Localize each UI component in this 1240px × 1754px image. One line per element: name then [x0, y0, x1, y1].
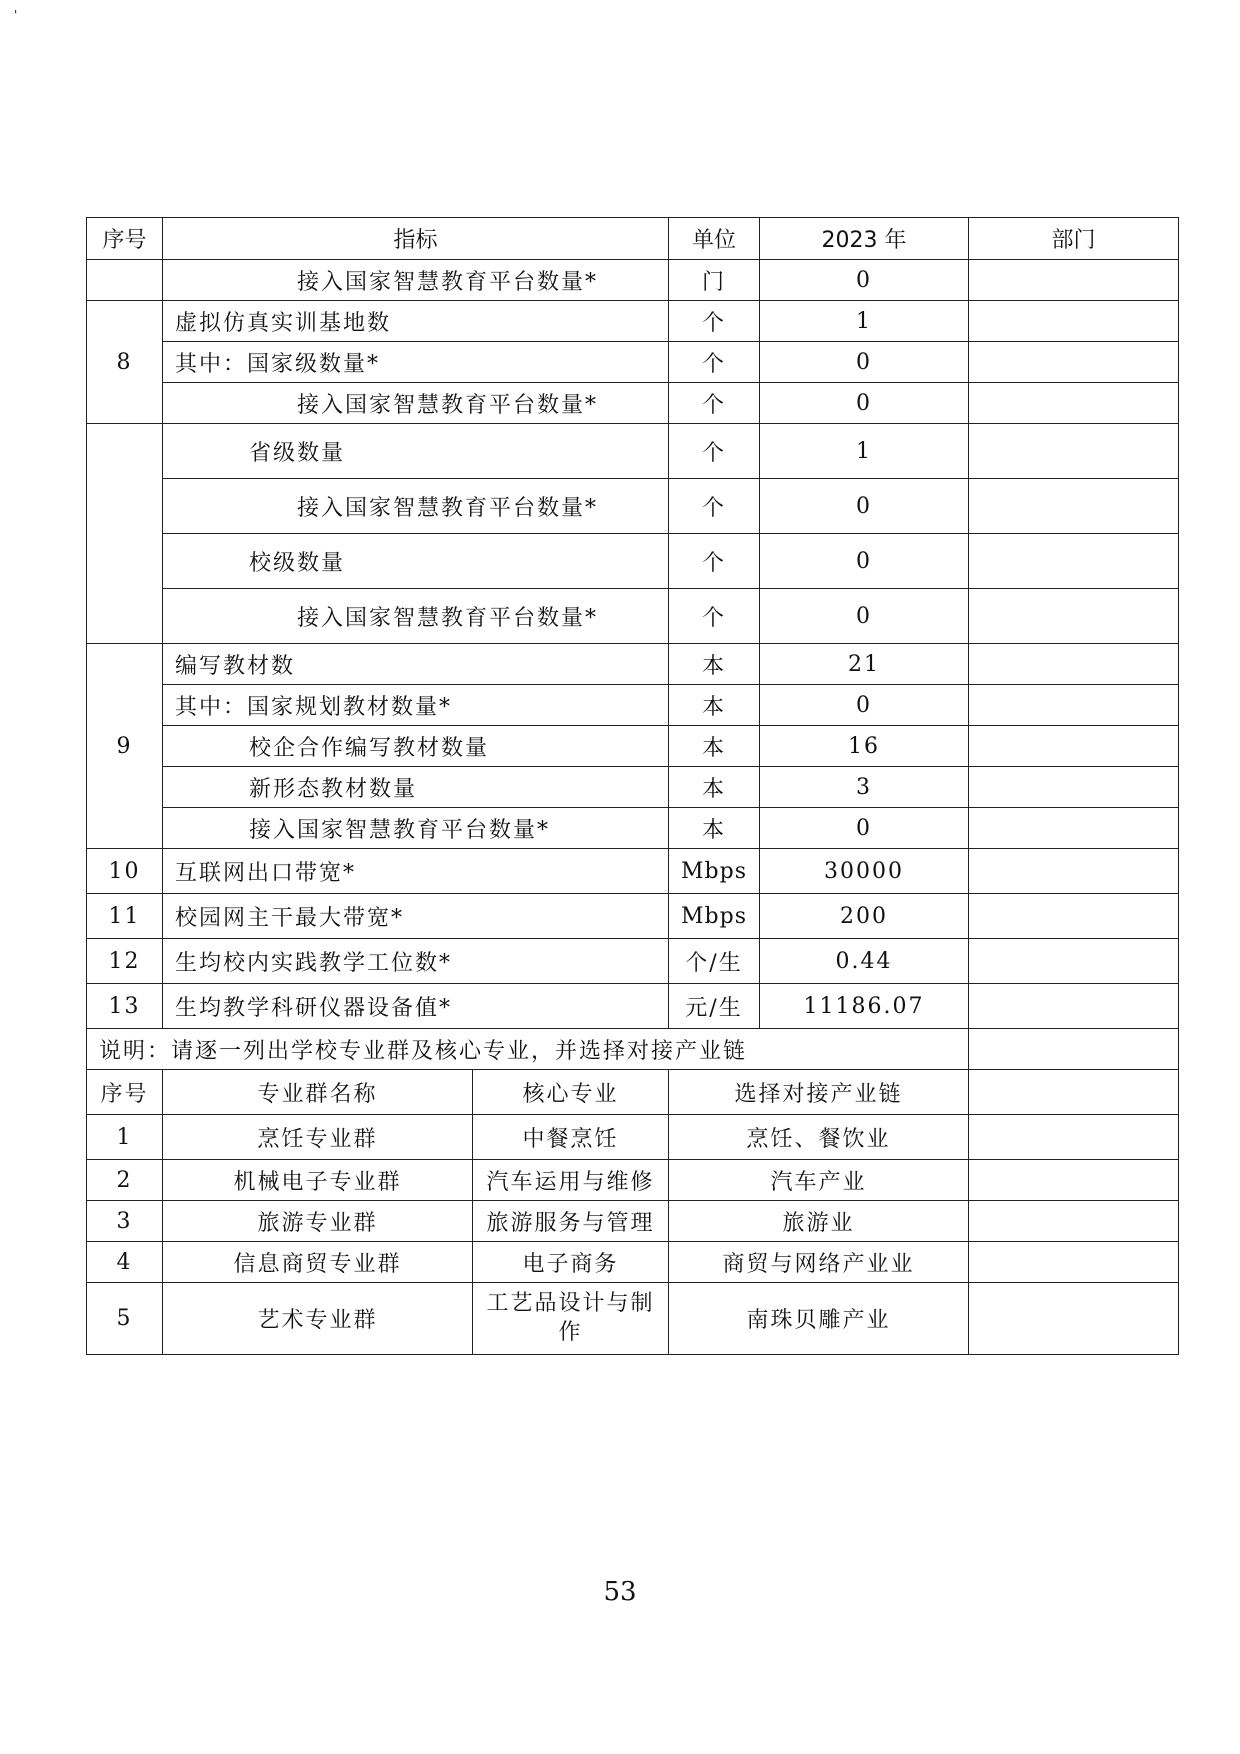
unit-cell: 本: [669, 644, 760, 685]
unit-cell: 个: [669, 479, 760, 534]
indicator-label: 其中：国家规划教材数量*: [163, 685, 669, 726]
unit-cell: Mbps: [669, 849, 760, 894]
value-cell: 0: [760, 685, 969, 726]
unit-cell: 门: [669, 260, 760, 301]
value-cell: 200: [760, 894, 969, 939]
seq-cell-empty: [87, 260, 163, 301]
seq-cell: 12: [87, 939, 163, 984]
header-dept: 部门: [969, 218, 1179, 260]
dept-cell: [969, 1115, 1179, 1160]
unit-cell: 个: [669, 342, 760, 383]
value-cell: 11186.07: [760, 984, 969, 1029]
group-row: [87, 1160, 1179, 1201]
value-cell: 0: [760, 260, 969, 301]
dept-cell: [969, 849, 1179, 894]
table-row: [87, 808, 1179, 849]
dept-cell: [969, 685, 1179, 726]
table-header-row: [87, 218, 1179, 260]
dept-cell: [969, 260, 1179, 301]
group-row: [87, 1242, 1179, 1283]
group-core: 工艺品设计与制作: [473, 1283, 669, 1355]
dept-cell: [969, 589, 1179, 644]
dept-cell: [969, 479, 1179, 534]
unit-cell: 个: [669, 383, 760, 424]
seq-cell: 8: [87, 301, 163, 424]
header-unit: 单位: [669, 218, 760, 260]
group-seq: 5: [87, 1283, 163, 1355]
table-row: [87, 894, 1179, 939]
header-year: 2023 年: [760, 218, 969, 260]
value-cell: 30000: [760, 849, 969, 894]
value-cell: 0: [760, 808, 969, 849]
indicator-label: 校企合作编写教材数量: [163, 726, 669, 767]
seq-cell: 11: [87, 894, 163, 939]
indicator-label: 省级数量: [163, 424, 669, 479]
table-row: [87, 383, 1179, 424]
table-row: [87, 424, 1179, 479]
page-number: 53: [603, 1577, 637, 1607]
indicator-label: 接入国家智慧教育平台数量*: [163, 808, 669, 849]
indicator-label: 接入国家智慧教育平台数量*: [163, 383, 669, 424]
corner-mark: ': [14, 8, 18, 22]
seq-cell-empty: [87, 424, 163, 644]
group-name: 烹饪专业群: [163, 1115, 473, 1160]
value-cell: 0.44: [760, 939, 969, 984]
unit-cell: Mbps: [669, 894, 760, 939]
groups-header-seq: 序号: [87, 1070, 163, 1115]
table-row: [87, 342, 1179, 383]
dept-cell: [969, 644, 1179, 685]
value-cell: 0: [760, 342, 969, 383]
dept-cell: [969, 342, 1179, 383]
dept-cell: [969, 984, 1179, 1029]
dept-cell: [969, 726, 1179, 767]
dept-cell: [969, 808, 1179, 849]
seq-cell: 13: [87, 984, 163, 1029]
unit-cell: 个: [669, 534, 760, 589]
dept-cell: [969, 767, 1179, 808]
group-seq: 4: [87, 1242, 163, 1283]
indicator-label: 校园网主干最大带宽*: [163, 894, 669, 939]
table-row: [87, 984, 1179, 1029]
indicator-label: 其中：国家级数量*: [163, 342, 669, 383]
group-chain: 商贸与网络产业业: [669, 1242, 969, 1283]
group-row: [87, 1115, 1179, 1160]
group-row: [87, 1201, 1179, 1242]
value-cell: 1: [760, 301, 969, 342]
group-seq: 2: [87, 1160, 163, 1201]
groups-header-core: 核心专业: [473, 1070, 669, 1115]
group-seq: 3: [87, 1201, 163, 1242]
seq-cell: 10: [87, 849, 163, 894]
dept-cell: [969, 1070, 1179, 1115]
table-row: [87, 767, 1179, 808]
table-row: [87, 685, 1179, 726]
unit-cell: 个: [669, 424, 760, 479]
dept-cell: [969, 894, 1179, 939]
value-cell: 1: [760, 424, 969, 479]
group-core: 旅游服务与管理: [473, 1201, 669, 1242]
group-chain: 南珠贝雕产业: [669, 1283, 969, 1355]
unit-cell: 本: [669, 767, 760, 808]
note-text: 说明：请逐一列出学校专业群及核心专业，并选择对接产业链: [87, 1029, 969, 1070]
indicator-label: 接入国家智慧教育平台数量*: [163, 260, 669, 301]
group-core: 汽车运用与维修: [473, 1160, 669, 1201]
table-row: [87, 939, 1179, 984]
unit-cell: 本: [669, 726, 760, 767]
unit-cell: 本: [669, 808, 760, 849]
group-chain: 旅游业: [669, 1201, 969, 1242]
table-row: [87, 260, 1179, 301]
table-row: [87, 301, 1179, 342]
group-name: 艺术专业群: [163, 1283, 473, 1355]
unit-cell: 个: [669, 589, 760, 644]
unit-cell: 本: [669, 685, 760, 726]
value-cell: 0: [760, 589, 969, 644]
dept-cell: [969, 1029, 1179, 1070]
dept-cell: [969, 1283, 1179, 1355]
dept-cell: [969, 424, 1179, 479]
dept-cell: [969, 1160, 1179, 1201]
indicator-label: 生均教学科研仪器设备值*: [163, 984, 669, 1029]
group-seq: 1: [87, 1115, 163, 1160]
groups-header-name: 专业群名称: [163, 1070, 473, 1115]
group-name: 信息商贸专业群: [163, 1242, 473, 1283]
dept-cell: [969, 301, 1179, 342]
indicator-label: 接入国家智慧教育平台数量*: [163, 479, 669, 534]
indicator-label: 编写教材数: [163, 644, 669, 685]
table-row: [87, 534, 1179, 589]
unit-cell: 个/生: [669, 939, 760, 984]
group-core: 中餐烹饪: [473, 1115, 669, 1160]
group-chain: 烹饪、餐饮业: [669, 1115, 969, 1160]
group-chain: 汽车产业: [669, 1160, 969, 1201]
dept-cell: [969, 1242, 1179, 1283]
value-cell: 21: [760, 644, 969, 685]
table-row: [87, 479, 1179, 534]
dept-cell: [969, 383, 1179, 424]
value-cell: 16: [760, 726, 969, 767]
indicator-label: 生均校内实践教学工位数*: [163, 939, 669, 984]
seq-cell: 9: [87, 644, 163, 849]
groups-header-row: [87, 1070, 1179, 1115]
value-cell: 0: [760, 383, 969, 424]
indicator-label: 新形态教材数量: [163, 767, 669, 808]
table-row: [87, 849, 1179, 894]
table-row: [87, 644, 1179, 685]
dept-cell: [969, 534, 1179, 589]
dept-cell: [969, 939, 1179, 984]
indicator-label: 互联网出口带宽*: [163, 849, 669, 894]
indicator-label: 虚拟仿真实训基地数: [163, 301, 669, 342]
indicator-table: [86, 217, 1179, 1355]
indicator-label: 校级数量: [163, 534, 669, 589]
value-cell: 0: [760, 534, 969, 589]
table-row: [87, 726, 1179, 767]
header-indicator: 指标: [163, 218, 669, 260]
indicator-label: 接入国家智慧教育平台数量*: [163, 589, 669, 644]
groups-header-chain: 选择对接产业链: [669, 1070, 969, 1115]
header-seq: 序号: [87, 218, 163, 260]
value-cell: 0: [760, 479, 969, 534]
dept-cell: [969, 1201, 1179, 1242]
group-name: 旅游专业群: [163, 1201, 473, 1242]
unit-cell: 元/生: [669, 984, 760, 1029]
note-row: [87, 1029, 1179, 1070]
unit-cell: 个: [669, 301, 760, 342]
table-row: [87, 589, 1179, 644]
group-name: 机械电子专业群: [163, 1160, 473, 1201]
value-cell: 3: [760, 767, 969, 808]
group-row: [87, 1283, 1179, 1355]
group-core: 电子商务: [473, 1242, 669, 1283]
